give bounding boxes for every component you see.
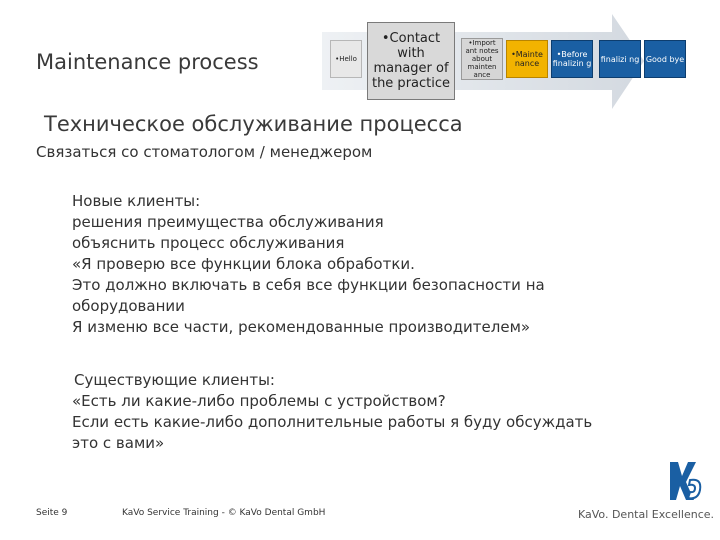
text-line: «Я проверю все функции блока обработки. bbox=[72, 255, 415, 273]
text-line: Существующие клиенты: bbox=[74, 371, 275, 389]
process-step-contact: •Contact with manager of the practice bbox=[367, 22, 455, 100]
text-line: Это должно включать в себя все функции безопасности на bbox=[72, 276, 545, 294]
process-step-hello: •Hello bbox=[330, 40, 362, 78]
page-subtitle: Связаться со стоматологом / менеджером bbox=[36, 143, 373, 161]
text-line: оборудовании bbox=[72, 297, 185, 315]
text-line: это с вами» bbox=[72, 434, 165, 452]
footer-copyright: KaVo Service Training - © KaVo Dental GmbH bbox=[122, 508, 326, 518]
brand-tagline: KaVo. Dental Excellence. bbox=[578, 508, 715, 521]
process-step-goodbye: Good bye bbox=[644, 40, 686, 78]
new-clients-block bbox=[72, 191, 545, 338]
text-line: Новые клиенты: bbox=[72, 192, 201, 210]
process-step-before-finalizing: •Before finalizin g bbox=[551, 40, 593, 78]
text-line: Я изменю все части, рекомендованные производителем» bbox=[72, 318, 531, 336]
text-line: решения преимущества обслуживания bbox=[72, 213, 384, 231]
header-title: Maintenance process bbox=[36, 50, 259, 74]
page-number: Seite 9 bbox=[36, 508, 68, 518]
process-step-finalizing: finalizi ng bbox=[599, 40, 641, 78]
process-step-notes: •Import ant notes about mainten ance bbox=[461, 38, 503, 80]
existing-clients-block bbox=[72, 370, 592, 454]
text-line: Если есть какие-либо дополнительные работы я буду обсуждать bbox=[72, 413, 593, 431]
text-line: «Есть ли какие-либо проблемы с устройством? bbox=[72, 392, 446, 410]
page-title: Техническое обслуживание процесса bbox=[44, 112, 463, 136]
process-step-maintenance: •Mainte nance bbox=[506, 40, 548, 78]
text-line: объяснить процесс обслуживания bbox=[72, 234, 345, 252]
kavo-logo-icon bbox=[668, 460, 704, 502]
